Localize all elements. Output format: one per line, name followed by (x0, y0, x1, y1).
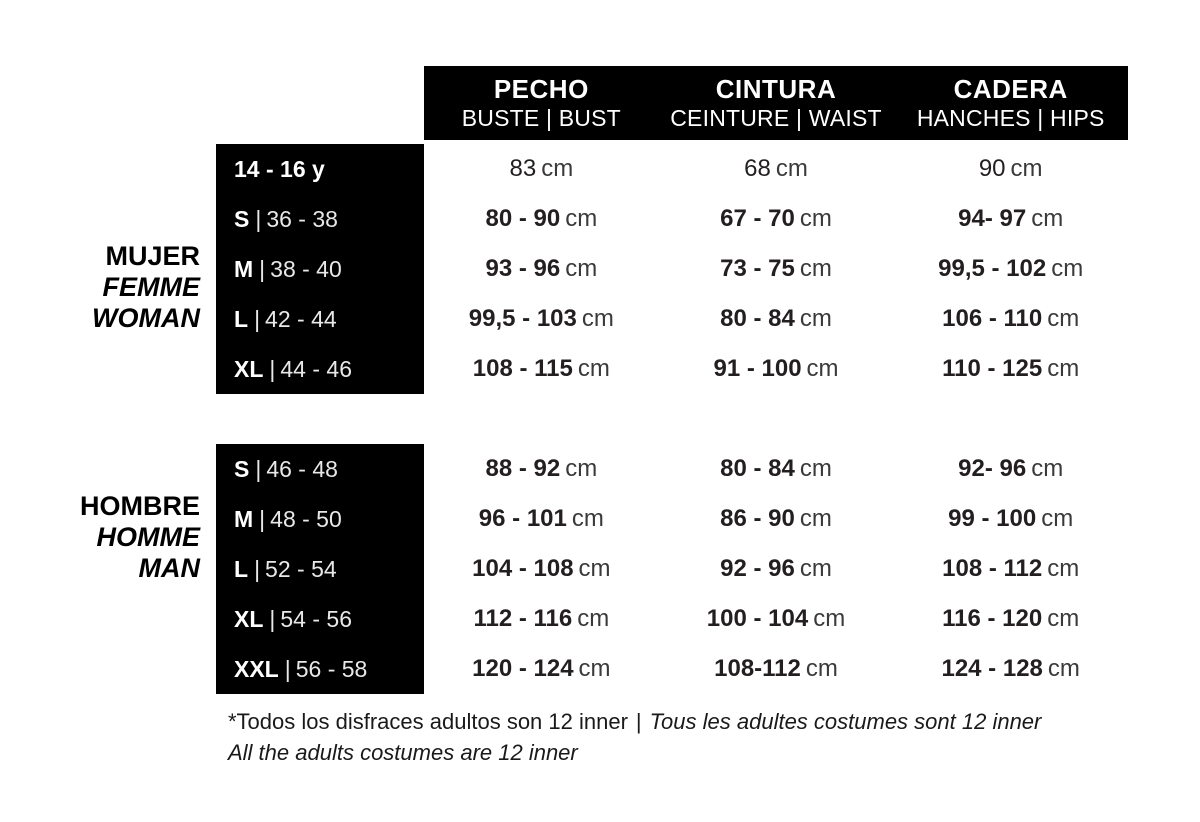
row-size-label (216, 444, 424, 494)
cell-hips-value: 90 (978, 155, 1006, 182)
cell-hips (893, 155, 1128, 183)
cell-chest-value: 83 (509, 155, 537, 182)
table-row (0, 144, 1200, 194)
column-header-chest-main: PECHO (493, 74, 589, 105)
footnote-spanish: *Todos los disfraces adultos son 12 inner (228, 709, 628, 734)
row-size-label (216, 644, 424, 694)
cell-waist-value: 67 - 70 (720, 205, 795, 232)
cell-waist (659, 255, 894, 283)
cell-hips-unit: cm (1051, 255, 1084, 282)
cell-waist-unit: cm (799, 255, 832, 282)
row-size-separator: | (259, 505, 266, 532)
row-measures (424, 644, 1128, 694)
row-measures (424, 344, 1128, 394)
row-size-label (216, 294, 424, 344)
cell-hips (893, 455, 1128, 483)
row-size-name: XXL (234, 655, 279, 682)
column-header-waist-sub: CEINTURE | WAIST (670, 104, 882, 131)
table-row (0, 644, 1200, 694)
cell-hips-unit: cm (1047, 355, 1080, 382)
cell-hips-value: 99 - 100 (948, 505, 1037, 532)
cell-waist (659, 155, 894, 183)
row-size-range: 48 - 50 (270, 505, 342, 532)
footnote-line-2 (228, 737, 1128, 768)
cell-waist-value: 92 - 96 (720, 555, 795, 582)
cell-hips (893, 505, 1128, 533)
cell-waist-unit: cm (799, 555, 832, 582)
cell-hips-unit: cm (1031, 205, 1064, 232)
row-measures (424, 544, 1128, 594)
cell-chest-unit: cm (578, 555, 611, 582)
row-measures (424, 594, 1128, 644)
row-size-label (216, 344, 424, 394)
row-size-label (216, 194, 424, 244)
cell-chest (424, 605, 659, 633)
row-measures (424, 294, 1128, 344)
group-label-women-line-1: MUJER (105, 241, 200, 271)
cell-waist-value: 86 - 90 (720, 505, 795, 532)
row-size-range: 46 - 48 (266, 455, 338, 482)
table-row (0, 594, 1200, 644)
row-size-range: 54 - 56 (280, 605, 352, 632)
cell-hips-unit: cm (1047, 555, 1080, 582)
cell-hips (893, 305, 1128, 333)
footnote-english: All the adults costumes are 12 inner (228, 740, 578, 766)
column-header-hips (893, 76, 1128, 129)
cell-chest (424, 505, 659, 533)
cell-hips-value: 110 - 125 (942, 355, 1043, 382)
cell-hips (893, 355, 1128, 383)
cell-waist-unit: cm (813, 605, 846, 632)
row-size-range: 42 - 44 (265, 305, 337, 332)
cell-hips-unit: cm (1047, 655, 1080, 682)
cell-chest (424, 455, 659, 483)
cell-waist (659, 305, 894, 333)
cell-chest-value: 104 - 108 (472, 555, 574, 582)
row-size-separator: | (269, 605, 276, 632)
row-size-separator: | (259, 255, 266, 282)
row-size-name: 14 - 16 y (234, 155, 325, 182)
cell-hips-unit: cm (1047, 305, 1080, 332)
table-row (0, 444, 1200, 494)
group-label-men-line-3: MAN (138, 552, 200, 583)
cell-waist-value: 68 (744, 155, 771, 182)
row-size-name: M (234, 255, 254, 282)
cell-waist-unit: cm (806, 355, 839, 382)
cell-hips-value: 106 - 110 (942, 305, 1043, 332)
cell-waist-unit: cm (799, 305, 832, 332)
row-size-label (216, 244, 424, 294)
cell-chest (424, 155, 659, 183)
cell-chest (424, 355, 659, 383)
table-row (0, 194, 1200, 244)
cell-chest-value: 96 - 101 (478, 505, 567, 532)
cell-waist (659, 605, 894, 633)
row-size-name: XL (234, 605, 264, 632)
row-size-separator: | (269, 355, 276, 382)
cell-chest-unit: cm (571, 505, 604, 532)
row-size-separator: | (255, 205, 262, 232)
cell-waist (659, 555, 894, 583)
row-size-label (216, 594, 424, 644)
cell-hips-value: 99,5 - 102 (938, 255, 1047, 282)
row-size-range: 52 - 54 (265, 555, 337, 582)
row-measures (424, 444, 1128, 494)
cell-chest-unit: cm (565, 255, 598, 282)
group-label-women-line-2: FEMME (102, 271, 200, 302)
footnote-separator: | (635, 709, 642, 734)
row-size-label (216, 544, 424, 594)
cell-chest-value: 112 - 116 (473, 605, 573, 632)
cell-waist-unit: cm (805, 655, 838, 682)
cell-chest-unit: cm (577, 605, 610, 632)
row-size-separator: | (284, 655, 291, 682)
cell-hips-value: 92- 96 (958, 455, 1027, 482)
footnote-french: Tous les adultes costumes sont 12 inner (649, 709, 1042, 734)
cell-hips-value: 108 - 112 (942, 555, 1043, 582)
table-row (0, 544, 1200, 594)
cell-hips-unit: cm (1010, 155, 1043, 182)
row-size-separator: | (254, 555, 261, 582)
cell-waist-value: 100 - 104 (706, 605, 809, 632)
cell-waist (659, 455, 894, 483)
cell-chest-unit: cm (565, 455, 598, 482)
row-size-range: 38 - 40 (270, 255, 342, 282)
row-size-name: M (234, 505, 254, 532)
cell-hips (893, 555, 1128, 583)
cell-chest-unit: cm (565, 205, 598, 232)
cell-waist-unit: cm (799, 505, 832, 532)
row-size-name: S (234, 455, 250, 482)
cell-waist-value: 108-112 (714, 655, 801, 682)
cell-chest-value: 93 - 96 (485, 255, 561, 282)
cell-chest (424, 255, 659, 283)
row-measures (424, 144, 1128, 194)
group-label-men-line-2: HOMME (96, 521, 200, 552)
row-size-label (216, 494, 424, 544)
cell-waist-unit: cm (799, 455, 832, 482)
cell-hips (893, 605, 1128, 633)
cell-hips (893, 255, 1128, 283)
table-row (0, 244, 1200, 294)
cell-hips-value: 94- 97 (958, 205, 1027, 232)
footnote-line-1 (228, 706, 1128, 737)
row-size-label (216, 144, 424, 194)
cell-waist-value: 80 - 84 (720, 305, 795, 332)
cell-chest (424, 655, 659, 683)
cell-waist (659, 355, 894, 383)
column-header-waist-main: CINTURA (715, 74, 837, 105)
cell-chest (424, 305, 659, 333)
row-size-range: 44 - 46 (280, 355, 352, 382)
cell-chest-value: 80 - 90 (485, 205, 561, 232)
group-label-men-line-1: HOMBRE (80, 491, 200, 521)
cell-chest-unit: cm (541, 155, 574, 182)
column-header-waist (659, 76, 894, 129)
row-size-name: S (234, 205, 250, 232)
cell-hips (893, 205, 1128, 233)
cell-hips-unit: cm (1031, 455, 1064, 482)
cell-waist (659, 655, 894, 683)
table-row (0, 494, 1200, 544)
column-header-hips-main: CADERA (953, 74, 1068, 105)
row-measures (424, 494, 1128, 544)
cell-hips-unit: cm (1041, 505, 1074, 532)
cell-chest-unit: cm (577, 355, 610, 382)
cell-waist-unit: cm (775, 155, 808, 182)
row-size-separator: | (254, 305, 261, 332)
group-label-women-line-3: WOMAN (92, 302, 200, 333)
cell-chest-value: 108 - 115 (472, 355, 573, 382)
cell-waist (659, 205, 894, 233)
table-row (0, 344, 1200, 394)
column-header-chest-sub: BUSTE | BUST (461, 104, 621, 131)
row-size-range: 56 - 58 (295, 655, 368, 682)
row-size-range: 36 - 38 (266, 205, 338, 232)
cell-waist-unit: cm (799, 205, 832, 232)
column-header-hips-sub: HANCHES | HIPS (916, 104, 1105, 131)
row-size-name: XL (234, 355, 264, 382)
cell-chest-unit: cm (581, 305, 614, 332)
cell-chest-unit: cm (578, 655, 611, 682)
cell-hips-unit: cm (1047, 605, 1080, 632)
row-measures (424, 244, 1128, 294)
row-size-name: L (234, 555, 249, 582)
row-size-separator: | (255, 455, 262, 482)
cell-chest-value: 88 - 92 (485, 455, 561, 482)
cell-waist-value: 91 - 100 (713, 355, 802, 382)
row-size-name: L (234, 305, 249, 332)
cell-waist (659, 505, 894, 533)
cell-chest (424, 205, 659, 233)
cell-chest-value: 120 - 124 (472, 655, 574, 682)
cell-waist-value: 80 - 84 (720, 455, 795, 482)
row-measures (424, 194, 1128, 244)
cell-waist-value: 73 - 75 (720, 255, 795, 282)
footnote (228, 706, 1128, 768)
table-row (0, 294, 1200, 344)
cell-hips-value: 124 - 128 (941, 655, 1043, 682)
cell-chest (424, 555, 659, 583)
cell-hips-value: 116 - 120 (942, 605, 1043, 632)
cell-hips (893, 655, 1128, 683)
cell-chest-value: 99,5 - 103 (468, 305, 577, 332)
column-header-chest (424, 76, 659, 129)
table-header (424, 66, 1128, 140)
